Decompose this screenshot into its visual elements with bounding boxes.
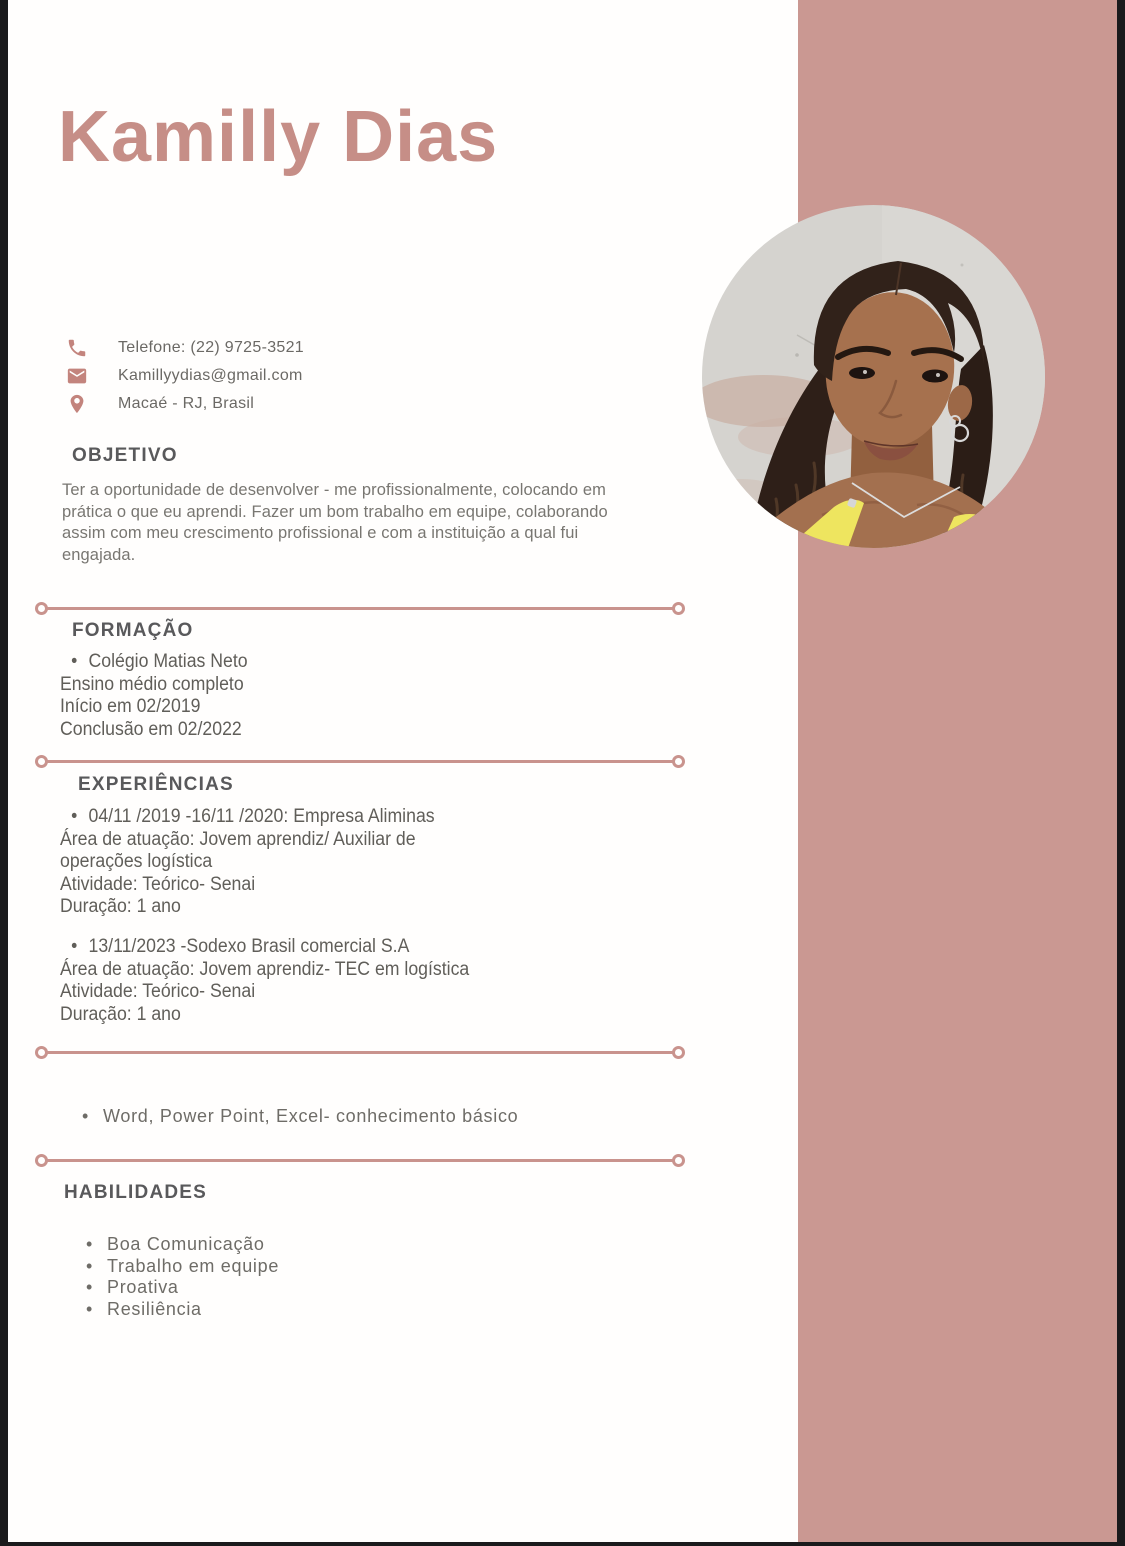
page-title: Kamilly Dias bbox=[58, 97, 499, 177]
job-line: Área de atuação: Jovem aprendiz/ Auxiliar de bbox=[60, 828, 416, 850]
job-line: Atividade: Teórico- Senai bbox=[60, 873, 256, 895]
section-heading-formacao: FORMAÇÃO bbox=[72, 620, 194, 641]
job-line: operações logística bbox=[60, 851, 213, 872]
formacao-school: • Colégio Matias Neto bbox=[60, 651, 248, 674]
formacao-line: Início em 02/2019 bbox=[60, 696, 201, 717]
software-skills-line: • Word, Power Point, Excel- conhecimento básico bbox=[82, 1106, 518, 1128]
contact-row-phone bbox=[66, 334, 304, 362]
phone-text: Telefone: (22) 9725-3521 bbox=[118, 339, 304, 356]
section-divider bbox=[46, 1159, 674, 1162]
objetivo-text: Ter a oportunidade de desenvolver - me profissionalmente, colocando em prática o que eu aprendi. Fazer um bom trabalho em equipe, colaborando assim com meu crescimento profissional e com a instituição a qual fui engajada. bbox=[62, 480, 608, 564]
formacao-line: Conclusão em 02/2022 bbox=[60, 718, 242, 740]
skill-item: • Resiliência bbox=[86, 1299, 279, 1321]
job-line: Atividade: Teórico- Senai bbox=[60, 981, 256, 1002]
formacao-list bbox=[60, 651, 248, 741]
skill-item: • Trabalho em equipe bbox=[86, 1256, 279, 1278]
formacao-line: Ensino médio completo bbox=[60, 673, 244, 695]
page-edge-left bbox=[0, 0, 8, 1546]
contact-row-location bbox=[66, 390, 304, 418]
job-line: Duração: 1 ano bbox=[60, 896, 181, 917]
experience-entry-1 bbox=[60, 806, 435, 919]
section-divider bbox=[46, 760, 674, 763]
section-divider bbox=[46, 607, 674, 610]
page-edge-right bbox=[1117, 0, 1125, 1546]
contact-block bbox=[66, 334, 304, 418]
job-title: • 04/11 /2019 -16/11 /2020: Empresa Aliminas bbox=[60, 806, 435, 829]
page-edge-bottom bbox=[0, 1542, 1125, 1546]
experience-entry-2 bbox=[60, 936, 469, 1026]
skill-item: • Proativa bbox=[86, 1277, 279, 1299]
profile-photo bbox=[702, 205, 1045, 548]
portrait-illustration bbox=[702, 205, 1045, 548]
section-heading-experiencias: EXPERIÊNCIAS bbox=[78, 774, 234, 795]
email-text: Kamillyydias@gmail.com bbox=[118, 367, 303, 384]
location-icon bbox=[66, 393, 88, 415]
job-line: Área de atuação: Jovem aprendiz- TEC em logística bbox=[60, 958, 470, 980]
email-icon bbox=[66, 365, 88, 387]
location-text: Macaé - RJ, Brasil bbox=[118, 395, 255, 412]
phone-icon bbox=[66, 337, 88, 359]
skill-item: • Boa Comunicação bbox=[86, 1234, 279, 1256]
section-heading-habilidades: HABILIDADES bbox=[64, 1182, 208, 1203]
section-divider bbox=[46, 1051, 674, 1054]
habilidades-list bbox=[86, 1234, 279, 1320]
contact-row-email bbox=[66, 362, 304, 390]
section-heading-objetivo: OBJETIVO bbox=[72, 445, 178, 466]
job-title: • 13/11/2023 -Sodexo Brasil comercial S.A bbox=[60, 936, 469, 959]
job-line: Duração: 1 ano bbox=[60, 1003, 181, 1025]
